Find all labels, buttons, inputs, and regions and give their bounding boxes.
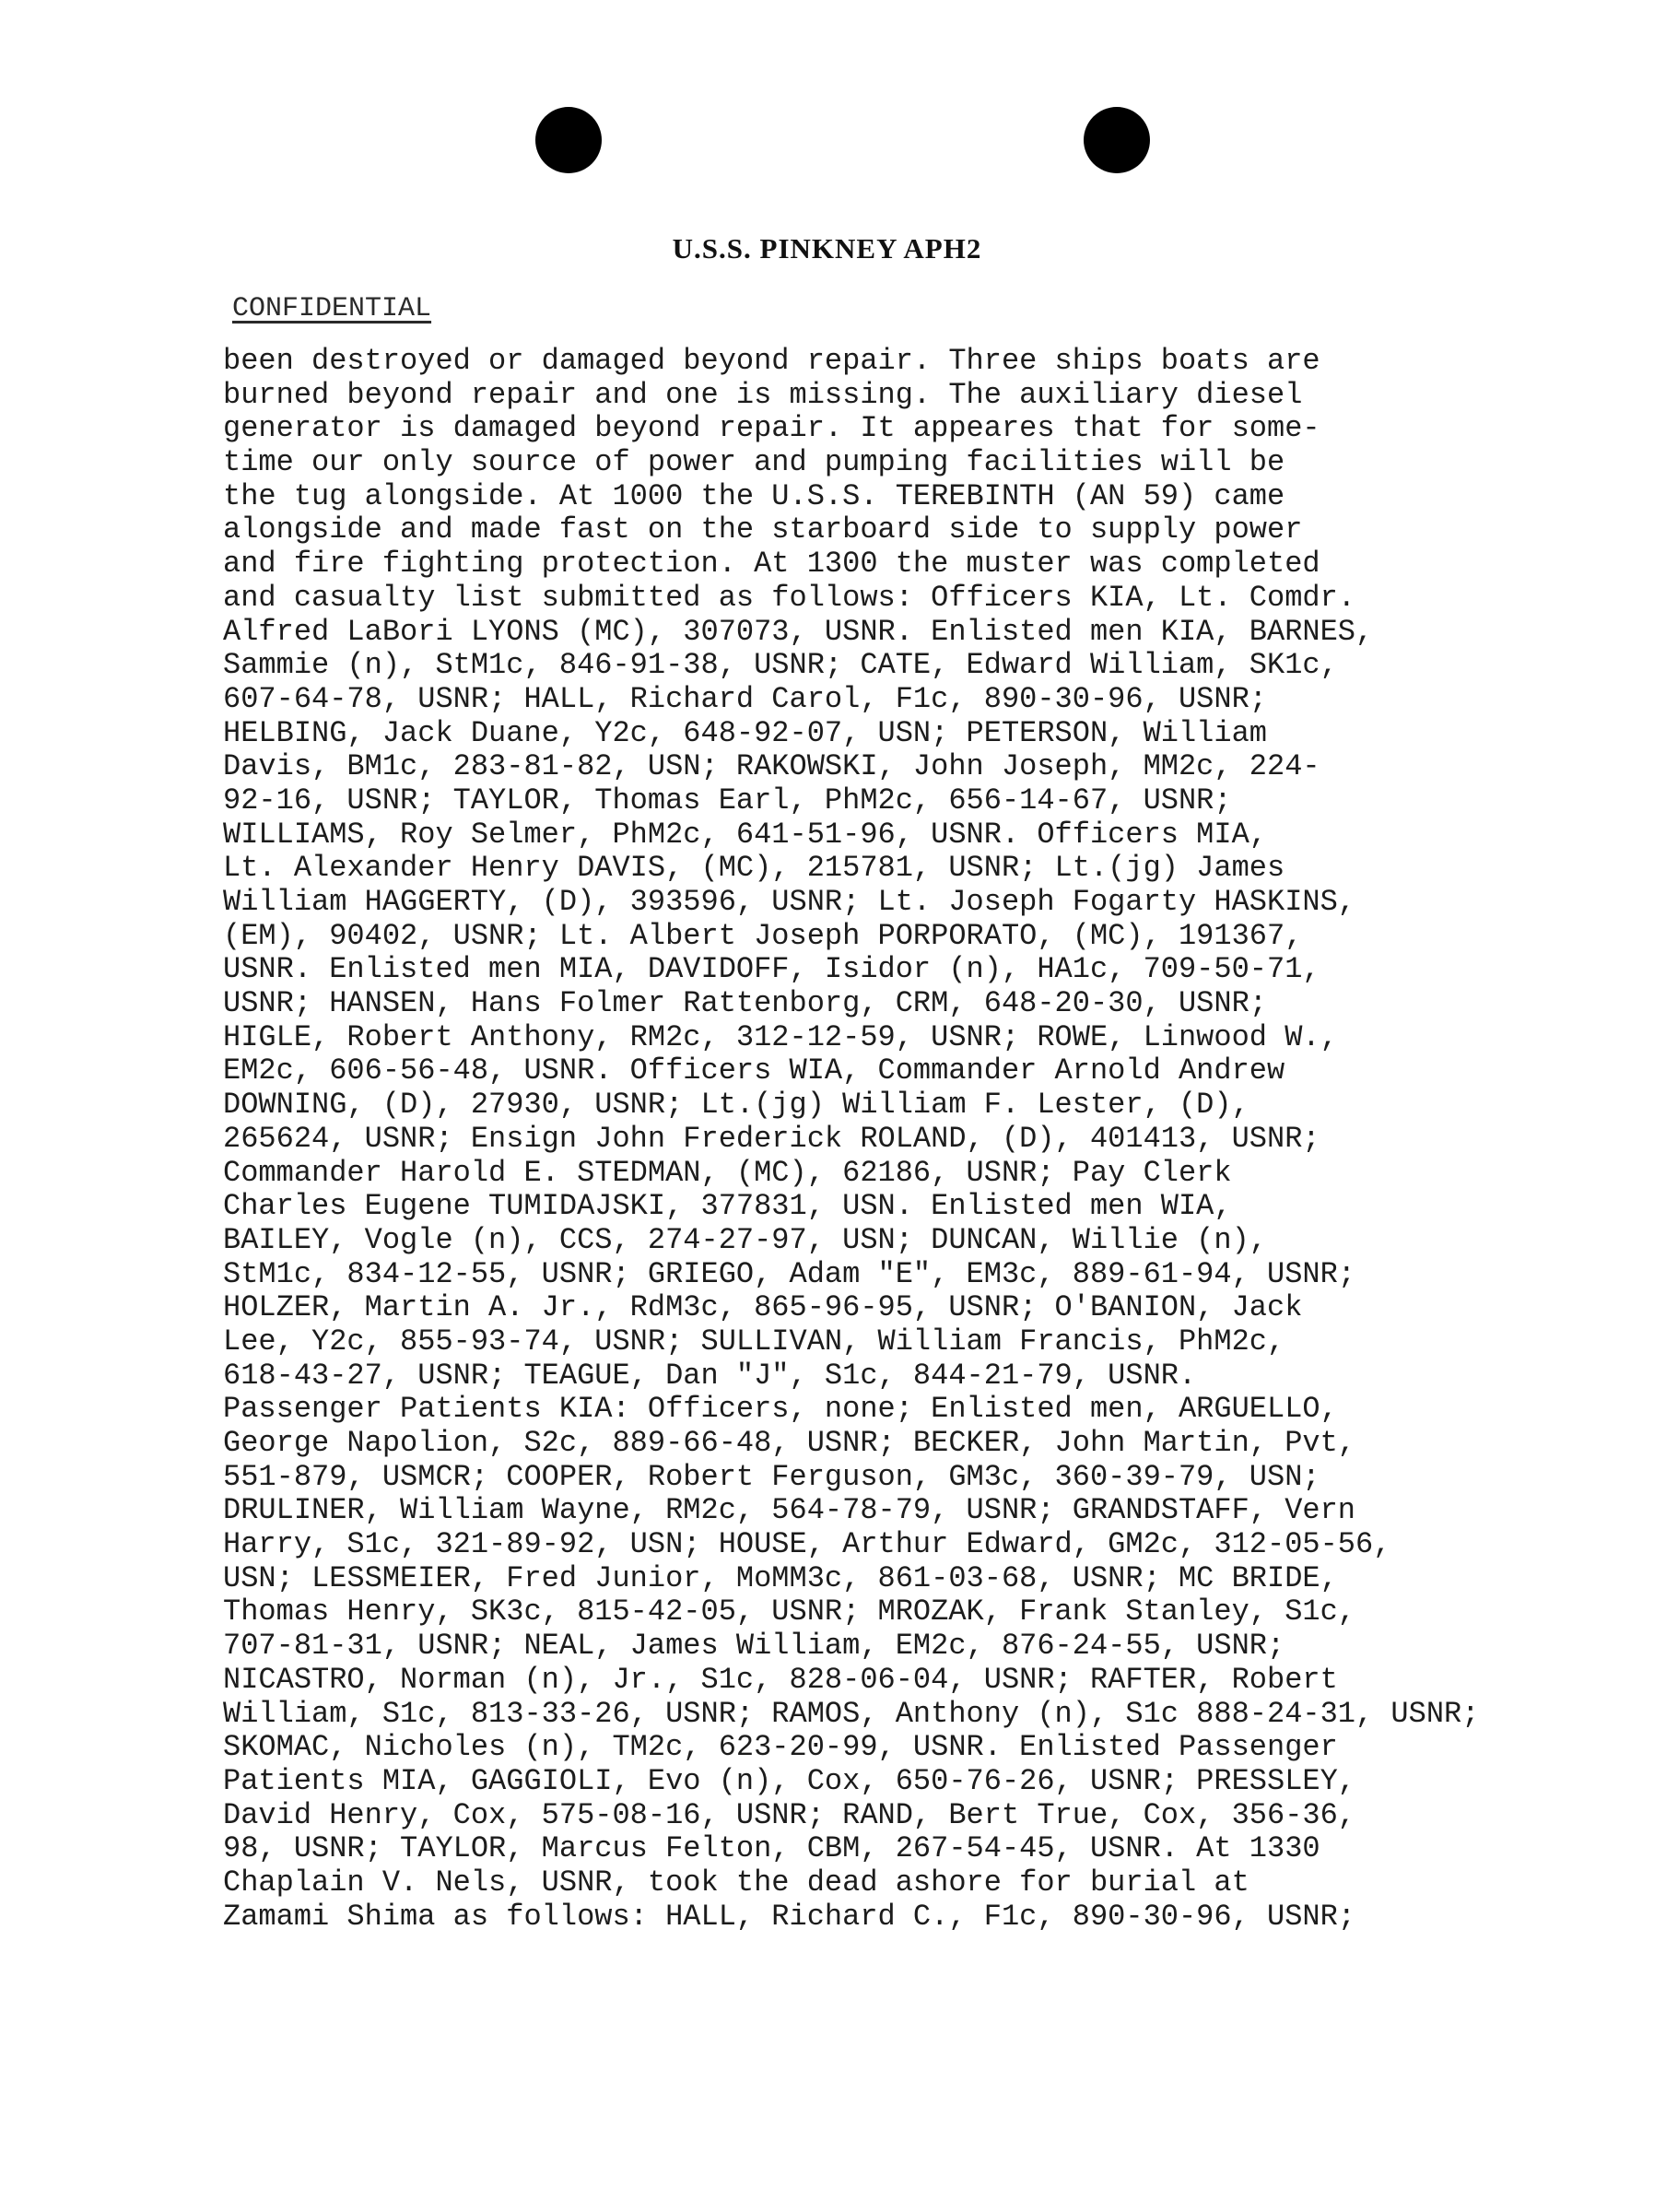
text-line: burned beyond repair and one is missing. The auxiliary diesel [223,377,1303,412]
text-line: DRULINER, William Wayne, RM2c, 564-78-79, USNR; GRANDSTAFF, Vern [223,1493,1355,1528]
text-line: Passenger Patients KIA: Officers, none; Enlisted men, ARGUELLO, [223,1392,1338,1427]
text-line: Alfred LaBori LYONS (MC), 307073, USNR. Enlisted men KIA, BARNES, [223,614,1374,649]
punch-hole-right [1084,107,1150,173]
text-line: 618-43-27, USNR; TEAGUE, Dan "J", S1c, 844-21-79, USNR. [223,1358,1197,1393]
text-line: SKOMAC, Nicholes (n), TM2c, 623-20-99, USNR. Enlisted Passenger [223,1730,1338,1765]
text-line: HIGLE, Robert Anthony, RM2c, 312-12-59, USNR; ROWE, Linwood W., [223,1019,1338,1054]
text-line: 607-64-78, USNR; HALL, Richard Carol, F1c, 890-30-96, USNR; [223,681,1267,716]
text-line: EM2c, 606-56-48, USNR. Officers WIA, Commander Arnold Andrew [223,1053,1285,1088]
text-line: 707-81-31, USNR; NEAL, James William, EM2c, 876-24-55, USNR; [223,1629,1285,1664]
text-line: the tug alongside. At 1000 the U.S.S. TEREBINTH (AN 59) came [223,478,1285,513]
body-text [223,345,1642,1934]
text-line: Lt. Alexander Henry DAVIS, (MC), 215781, USNR; Lt.(jg) James [223,851,1285,886]
text-line: William HAGGERTY, (D), 393596, USNR; Lt. Joseph Fogarty HASKINS, [223,885,1355,919]
text-line: time our only source of power and pumping facilities will be [223,445,1285,480]
text-line: BAILEY, Vogle (n), CCS, 274-27-97, USN; DUNCAN, Willie (n), [223,1222,1267,1257]
text-line: Commander Harold E. STEDMAN, (MC), 62186, USNR; Pay Clerk [223,1155,1232,1190]
text-line: 92-16, USNR; TAYLOR, Thomas Earl, PhM2c, 656-14-67, USNR; [223,782,1232,818]
text-line: William, S1c, 813-33-26, USNR; RAMOS, Anthony (n), S1c 888-24-31, USNR; [223,1696,1480,1731]
text-line: StM1c, 834-12-55, USNR; GRIEGO, Adam "E", EM3c, 889-61-94, USNR; [223,1256,1355,1291]
text-line: HOLZER, Martin A. Jr., RdM3c, 865-96-95, USNR; O'BANION, Jack [223,1290,1303,1325]
text-line: DOWNING, (D), 27930, USNR; Lt.(jg) William F. Lester, (D), [223,1088,1249,1123]
text-line: been destroyed or damaged beyond repair. Three ships boats are [223,344,1320,378]
text-line: (EM), 90402, USNR; Lt. Albert Joseph PORPORATO, (MC), 191367, [223,918,1303,953]
text-line: David Henry, Cox, 575-08-16, USNR; RAND, Bert True, Cox, 356-36, [223,1797,1355,1832]
text-line: Chaplain V. Nels, USNR, took the dead ashore for burial at [223,1865,1249,1900]
text-line: USN; LESSMEIER, Fred Junior, MoMM3c, 861-03-68, USNR; MC BRIDE, [223,1560,1338,1595]
text-line: 551-879, USMCR; COOPER, Robert Ferguson, GM3c, 360-39-79, USN; [223,1459,1320,1494]
document-heading: U.S.S. PINKNEY APH2 [672,232,982,265]
text-line: Lee, Y2c, 855-93-74, USNR; SULLIVAN, William Francis, PhM2c, [223,1324,1285,1359]
text-line: Sammie (n), StM1c, 846-91-38, USNR; CATE, Edward William, SK1c, [223,648,1338,683]
text-line: Charles Eugene TUMIDAJSKI, 377831, USN. Enlisted men WIA, [223,1189,1232,1224]
text-line: Davis, BM1c, 283-81-82, USN; RAKOWSKI, John Joseph, MM2c, 224- [223,749,1320,784]
text-line: USNR. Enlisted men MIA, DAVIDOFF, Isidor (n), HA1c, 709-50-71, [223,952,1320,987]
punch-hole-left [535,107,602,173]
text-line: WILLIAMS, Roy Selmer, PhM2c, 641-51-96, USNR. Officers MIA, [223,817,1267,852]
text-line: Patients MIA, GAGGIOLI, Evo (n), Cox, 650-76-26, USNR; PRESSLEY, [223,1763,1355,1798]
text-line: generator is damaged beyond repair. It appeares that for some- [223,411,1320,446]
text-line: George Napolion, S2c, 889-66-48, USNR; BECKER, John Martin, Pvt, [223,1426,1355,1460]
text-line: Thomas Henry, SK3c, 815-42-05, USNR; MROZAK, Frank Stanley, S1c, [223,1594,1355,1630]
text-line: HELBING, Jack Duane, Y2c, 648-92-07, USN; PETERSON, William [223,715,1267,750]
text-line: and casualty list submitted as follows: Officers KIA, Lt. Comdr. [223,580,1355,615]
text-line: USNR; HANSEN, Hans Folmer Rattenborg, CRM, 648-20-30, USNR; [223,986,1267,1021]
text-line: 265624, USNR; Ensign John Frederick ROLAND, (D), 401413, USNR; [223,1121,1320,1156]
text-line: NICASTRO, Norman (n), Jr., S1c, 828-06-04, USNR; RAFTER, Robert [223,1662,1338,1697]
text-line: Harry, S1c, 321-89-92, USN; HOUSE, Arthur Edward, GM2c, 312-05-56, [223,1527,1391,1562]
classification-marking: CONFIDENTIAL [232,293,432,324]
text-line: Zamami Shima as follows: HALL, Richard C., F1c, 890-30-96, USNR; [223,1899,1355,1934]
text-line: 98, USNR; TAYLOR, Marcus Felton, CBM, 267-54-45, USNR. At 1330 [223,1831,1320,1866]
text-line: alongside and made fast on the starboard side to supply power [223,512,1303,547]
text-line: and fire fighting protection. At 1300 the muster was completed [223,547,1320,582]
